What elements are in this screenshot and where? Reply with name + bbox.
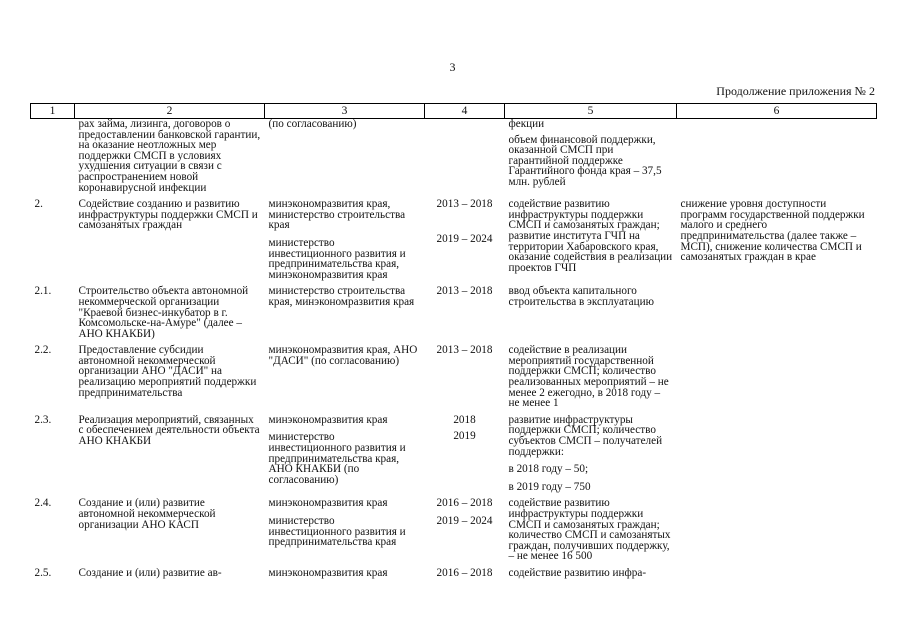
period-text: 2016 – 2018 bbox=[436, 566, 493, 579]
result-text: развитие инфраструктуры поддержки СМСП; количество субъектов СМСП – получателей поддержки: bbox=[508, 413, 663, 458]
result-text: содействие в реализации мероприятий государственной поддержки СМСП; количество реализованных мероприятий – не менее 2 ежегодно, в 2018 году – не менее 1 bbox=[508, 344, 669, 410]
executor-text: минэкономразвития края bbox=[268, 497, 388, 510]
column-header-6: 6 bbox=[677, 104, 877, 119]
result-text: объем финансовой поддержки, оказанной СМСП при гарантийной поддержке Гарантийного фонда края – 37,5 млн. рублей bbox=[508, 133, 662, 188]
row-number bbox=[31, 119, 75, 194]
table-row bbox=[31, 409, 877, 493]
expected-results bbox=[505, 492, 677, 562]
result-text: содействие развитию инфраструктуры поддержки СМСП и самозанятых граждан; развитие института ГЧП на территории Хабаровского края, оказание содействия в реализации проектов ГЧП bbox=[508, 198, 673, 274]
column-header-4: 4 bbox=[425, 104, 505, 119]
table-row bbox=[31, 119, 877, 194]
executor-text: министерство строительства края, минэкономразвития края bbox=[268, 285, 415, 308]
consequences-text bbox=[677, 280, 877, 339]
continuation-caption: Продолжение приложения № 2 bbox=[716, 84, 875, 98]
table-row bbox=[31, 492, 877, 562]
row-number: 2.4. bbox=[34, 497, 52, 510]
period-cell bbox=[425, 119, 505, 194]
consequences-text bbox=[677, 339, 877, 409]
row-number: 2.3. bbox=[34, 413, 52, 426]
period-cell bbox=[425, 409, 505, 493]
table-row bbox=[31, 562, 877, 579]
expected-results bbox=[505, 280, 677, 339]
consequences-text bbox=[677, 562, 877, 579]
column-header-5: 5 bbox=[505, 104, 677, 119]
expected-results bbox=[505, 339, 677, 409]
measure-text: Предоставление субсидии автономной некоммерческой организации АНО "ДАСИ" на реализацию мероприятий поддержки предпринимательства bbox=[78, 344, 257, 399]
period-text: 2018 bbox=[453, 413, 476, 426]
period-cell bbox=[425, 562, 505, 579]
executor-text: (по согласованию) bbox=[268, 118, 357, 130]
measure-text: Создание и (или) развитие ав- bbox=[78, 566, 222, 579]
period-cell bbox=[425, 280, 505, 339]
executor-text: министерство инвестиционного развития и предпринимательства края, минэкономразвития края bbox=[268, 236, 406, 281]
measure-text: Реализация мероприятий, связанных с обеспечением деятельности объекта АНО КНАКБИ bbox=[78, 413, 260, 448]
responsible-executors bbox=[265, 193, 425, 280]
period-cell bbox=[425, 193, 505, 280]
responsible-executors bbox=[265, 562, 425, 579]
measure-text: рах займа, лизинга, договоров о предоставлении банковской гарантии, на оказание неотложных мер поддержки СМСП в условиях ухудшения ситуации в связи с распространением новой коронавирусной инфекции bbox=[78, 118, 261, 194]
period-text: 2019 bbox=[453, 430, 476, 443]
executor-text: минэкономразвития края, АНО "ДАСИ" (по согласованию) bbox=[268, 344, 418, 367]
responsible-executors bbox=[265, 119, 425, 194]
consequences-text bbox=[677, 409, 877, 493]
expected-results bbox=[505, 409, 677, 493]
responsible-executors bbox=[265, 409, 425, 493]
result-text: фекции bbox=[508, 118, 545, 130]
executor-text: минэкономразвития края bbox=[268, 566, 388, 579]
row-number: 2. bbox=[34, 198, 43, 211]
table-row bbox=[31, 339, 877, 409]
appendix-table bbox=[30, 103, 877, 579]
page-number: 3 bbox=[449, 60, 456, 74]
expected-results bbox=[505, 193, 677, 280]
row-number: 2.2. bbox=[34, 344, 52, 357]
executor-text: минэкономразвития края, министерство строительства края bbox=[268, 198, 406, 232]
header-row bbox=[31, 104, 877, 119]
expected-results bbox=[505, 119, 677, 194]
period-text: 2019 – 2024 bbox=[436, 515, 493, 527]
period-cell bbox=[425, 492, 505, 562]
table-row bbox=[31, 280, 877, 339]
consequences-text: снижение уровня доступности программ государственной поддержки малого и среднего предпринимательства (далее также – МСП), снижение количества СМСП и самозанятых граждан в крае bbox=[680, 198, 865, 264]
period-text: 2013 – 2018 bbox=[436, 285, 493, 298]
period-text: 2013 – 2018 bbox=[436, 198, 493, 211]
consequences-text bbox=[677, 492, 877, 562]
period-text: 2013 – 2018 bbox=[436, 344, 493, 357]
row-number: 2.5. bbox=[34, 566, 52, 579]
period-text: 2019 – 2024 bbox=[436, 232, 493, 245]
executor-text: министерство инвестиционного развития и предпринимательства края bbox=[268, 515, 406, 549]
column-header-2: 2 bbox=[75, 104, 265, 119]
result-text: содействие развитию инфра- bbox=[508, 566, 647, 579]
measure-text: Создание и (или) развитие автономной некоммерческой организации АНО КАСП bbox=[78, 497, 216, 531]
table-row bbox=[31, 193, 877, 280]
consequences-text bbox=[677, 119, 877, 194]
executor-text: минэкономразвития края bbox=[268, 413, 388, 426]
responsible-executors bbox=[265, 339, 425, 409]
period-text: 2016 – 2018 bbox=[436, 497, 493, 510]
column-header-1: 1 bbox=[31, 104, 75, 119]
responsible-executors bbox=[265, 280, 425, 339]
result-text: ввод объекта капитального строительства в эксплуатацию bbox=[508, 285, 654, 308]
measure-text: Содействие созданию и развитию инфраструктуры поддержки СМСП и самозанятых граждан bbox=[78, 198, 258, 232]
expected-results bbox=[505, 562, 677, 579]
executor-text: министерство инвестиционного развития и предпринимательства края, АНО КНАКБИ (по согласованию) bbox=[268, 431, 406, 486]
result-text: в 2018 году – 50; bbox=[508, 463, 589, 476]
period-cell bbox=[425, 339, 505, 409]
responsible-executors bbox=[265, 492, 425, 562]
result-text: содействие развитию инфраструктуры поддержки СМСП и самозанятых граждан; количество СМСП и самозанятых граждан, получивших поддержку, – не менее 16 500 bbox=[508, 497, 671, 563]
column-header-3: 3 bbox=[265, 104, 425, 119]
result-text: в 2019 году – 750 bbox=[508, 480, 591, 493]
measure-text: Строительство объекта автономной некоммерческой организации "Краевой бизнес-инкубатор в г. Комсомольске-на-Амуре" (далее – АНО КНАКБИ) bbox=[78, 285, 249, 340]
row-number: 2.1. bbox=[34, 285, 52, 298]
